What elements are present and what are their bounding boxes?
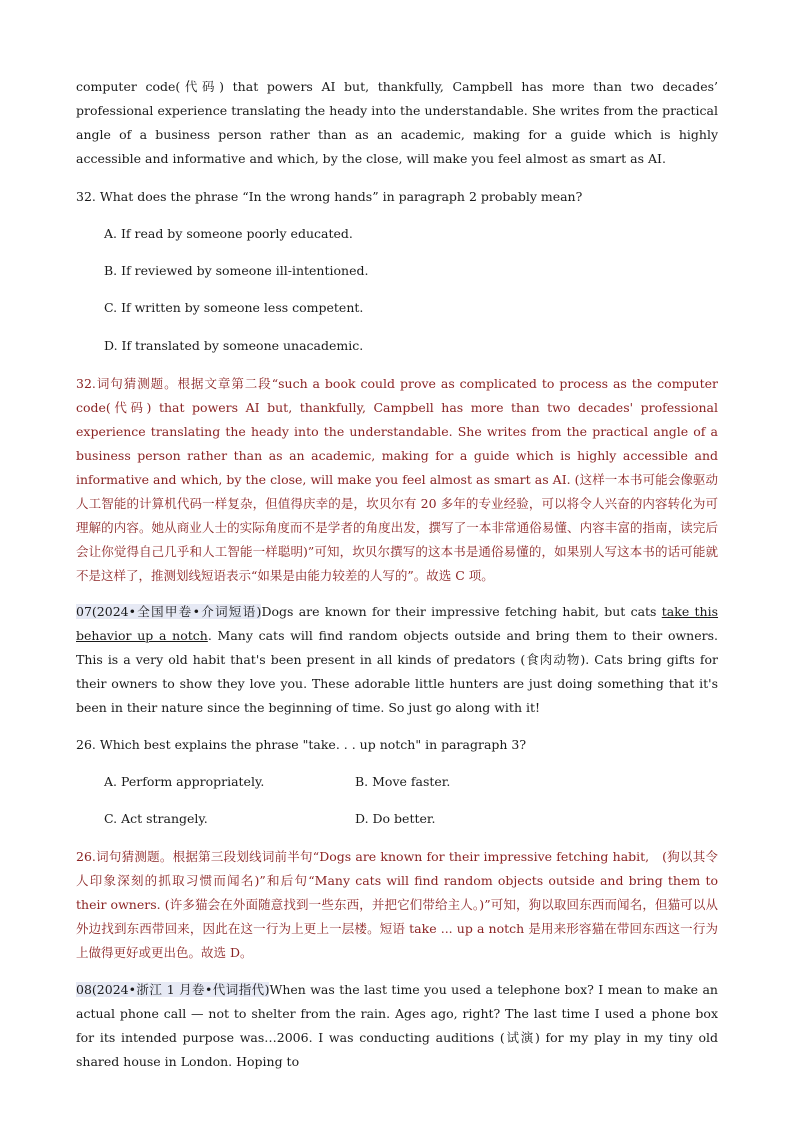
- passage-07-text-rest: . Many cats will find random objects outside and bring them to their owners. This is a very old habit that's been present in all kinds of predators (食肉动物). Cats bring gifts for their owners to show they love you. These adorable little hunters are just doing something that it's been in their nature since the beginning of time. So just go along with it!: [76, 628, 718, 715]
- passage-07-source-tag: (2024•全国甲卷•介词短语): [91, 604, 262, 619]
- passage-08-text: When was the last time you used a telephone box? I mean to make an actual phone call — not to shelter from the rain. Ages ago, right? The last time I used a phone box for its intended purpose was…2006. I was conducting auditions (试演) for my play in my tiny old shared house in London. Hoping to: [76, 982, 718, 1069]
- q32-option-d: D. If translated by someone unacademic.: [104, 338, 364, 353]
- q26-option-a: A. Perform appropriately.: [104, 774, 265, 789]
- passage-07-number: 07: [76, 604, 92, 619]
- question-26: 26. Which best explains the phrase "take. . . up notch" in paragraph 3?: [76, 737, 527, 752]
- q26-option-d: D. Do better.: [355, 811, 436, 826]
- intro-paragraph: computer code(代码) that powers AI but, thankfully, Campbell has more than two decades’ professional experience translating the heady into the understandable. She writes from the practical angle of a business person rather than as an academic, making for a guide which is highly accessible and informative and which, by the close, will make you feel almost as smart as AI.: [76, 79, 718, 166]
- passage-08-source-tag: (2024•浙江 1 月卷•代词指代): [91, 982, 270, 997]
- q32-option-a: A. If read by someone poorly educated.: [104, 226, 353, 241]
- q26-option-c: C. Act strangely.: [104, 811, 208, 826]
- q32-answer-explanation: 32.词句猜测题。根据文章第二段“such a book could prove as complicated to process as the computer code(代码) that powers AI but, thankfully, Campbell has more than two decades' professional experience translating the heady into the understandable. She writes from the practical angle of a business person rather than as an academic, making for a guide which is highly accessible and informative and which, by the close, will make you feel almost as smart as AI. (这样一本书可能会像驱动人工智能的计算机代码一样复杂，但值得庆幸的是，坎贝尔有 20 多年的专业经验，可以将令人兴奋的内容转化为可理解的内容。她从商业人士的实际角度而不是学者的角度出发，撰写了一本非常通俗易懂、内容丰富的指南，读完后会让你觉得自己几乎和人工智能一样聪明)”可知，坎贝尔撰写的这本书是通俗易懂的，如果别人写这本书的话可能就不是这样了，推测划线短语表示“如果是由能力较差的人写的”。故选 C 项。: [76, 376, 718, 583]
- q32-option-b: B. If reviewed by someone ill-intentioned.: [104, 263, 369, 278]
- passage-08: [76, 978, 718, 1074]
- passage-08-number: 08: [76, 982, 92, 997]
- passage-07: [76, 600, 718, 720]
- passage-07-underlined-phrase: take this behavior up a notch: [76, 604, 719, 643]
- q32-option-c: C. If written by someone less competent.: [104, 300, 364, 315]
- q26-answer-explanation: 26.词句猜测题。根据第三段划线词前半句“Dogs are known for their impressive fetching habit, (狗以其令人印象深刻的抓取习惯而闻名)”和后句“Many cats will find random objects outside and bring them to their owners. (许多猫会在外面随意找到一些东西，并把它们带给主人。)”可知，狗以取回东西而闻名，但猫可以从外边找到东西带回来，因此在这一行为上更上一层楼。短语 take ... up a notch 是用来形容猫在带回东西这一行为上做得更好或更出色。故选 D。: [76, 849, 718, 960]
- passage-07-text-start: Dogs are known for their impressive fetching habit, but cats: [261, 604, 662, 619]
- q26-option-b: B. Move faster.: [355, 774, 451, 789]
- question-32: 32. What does the phrase “In the wrong hands” in paragraph 2 probably mean?: [76, 189, 583, 204]
